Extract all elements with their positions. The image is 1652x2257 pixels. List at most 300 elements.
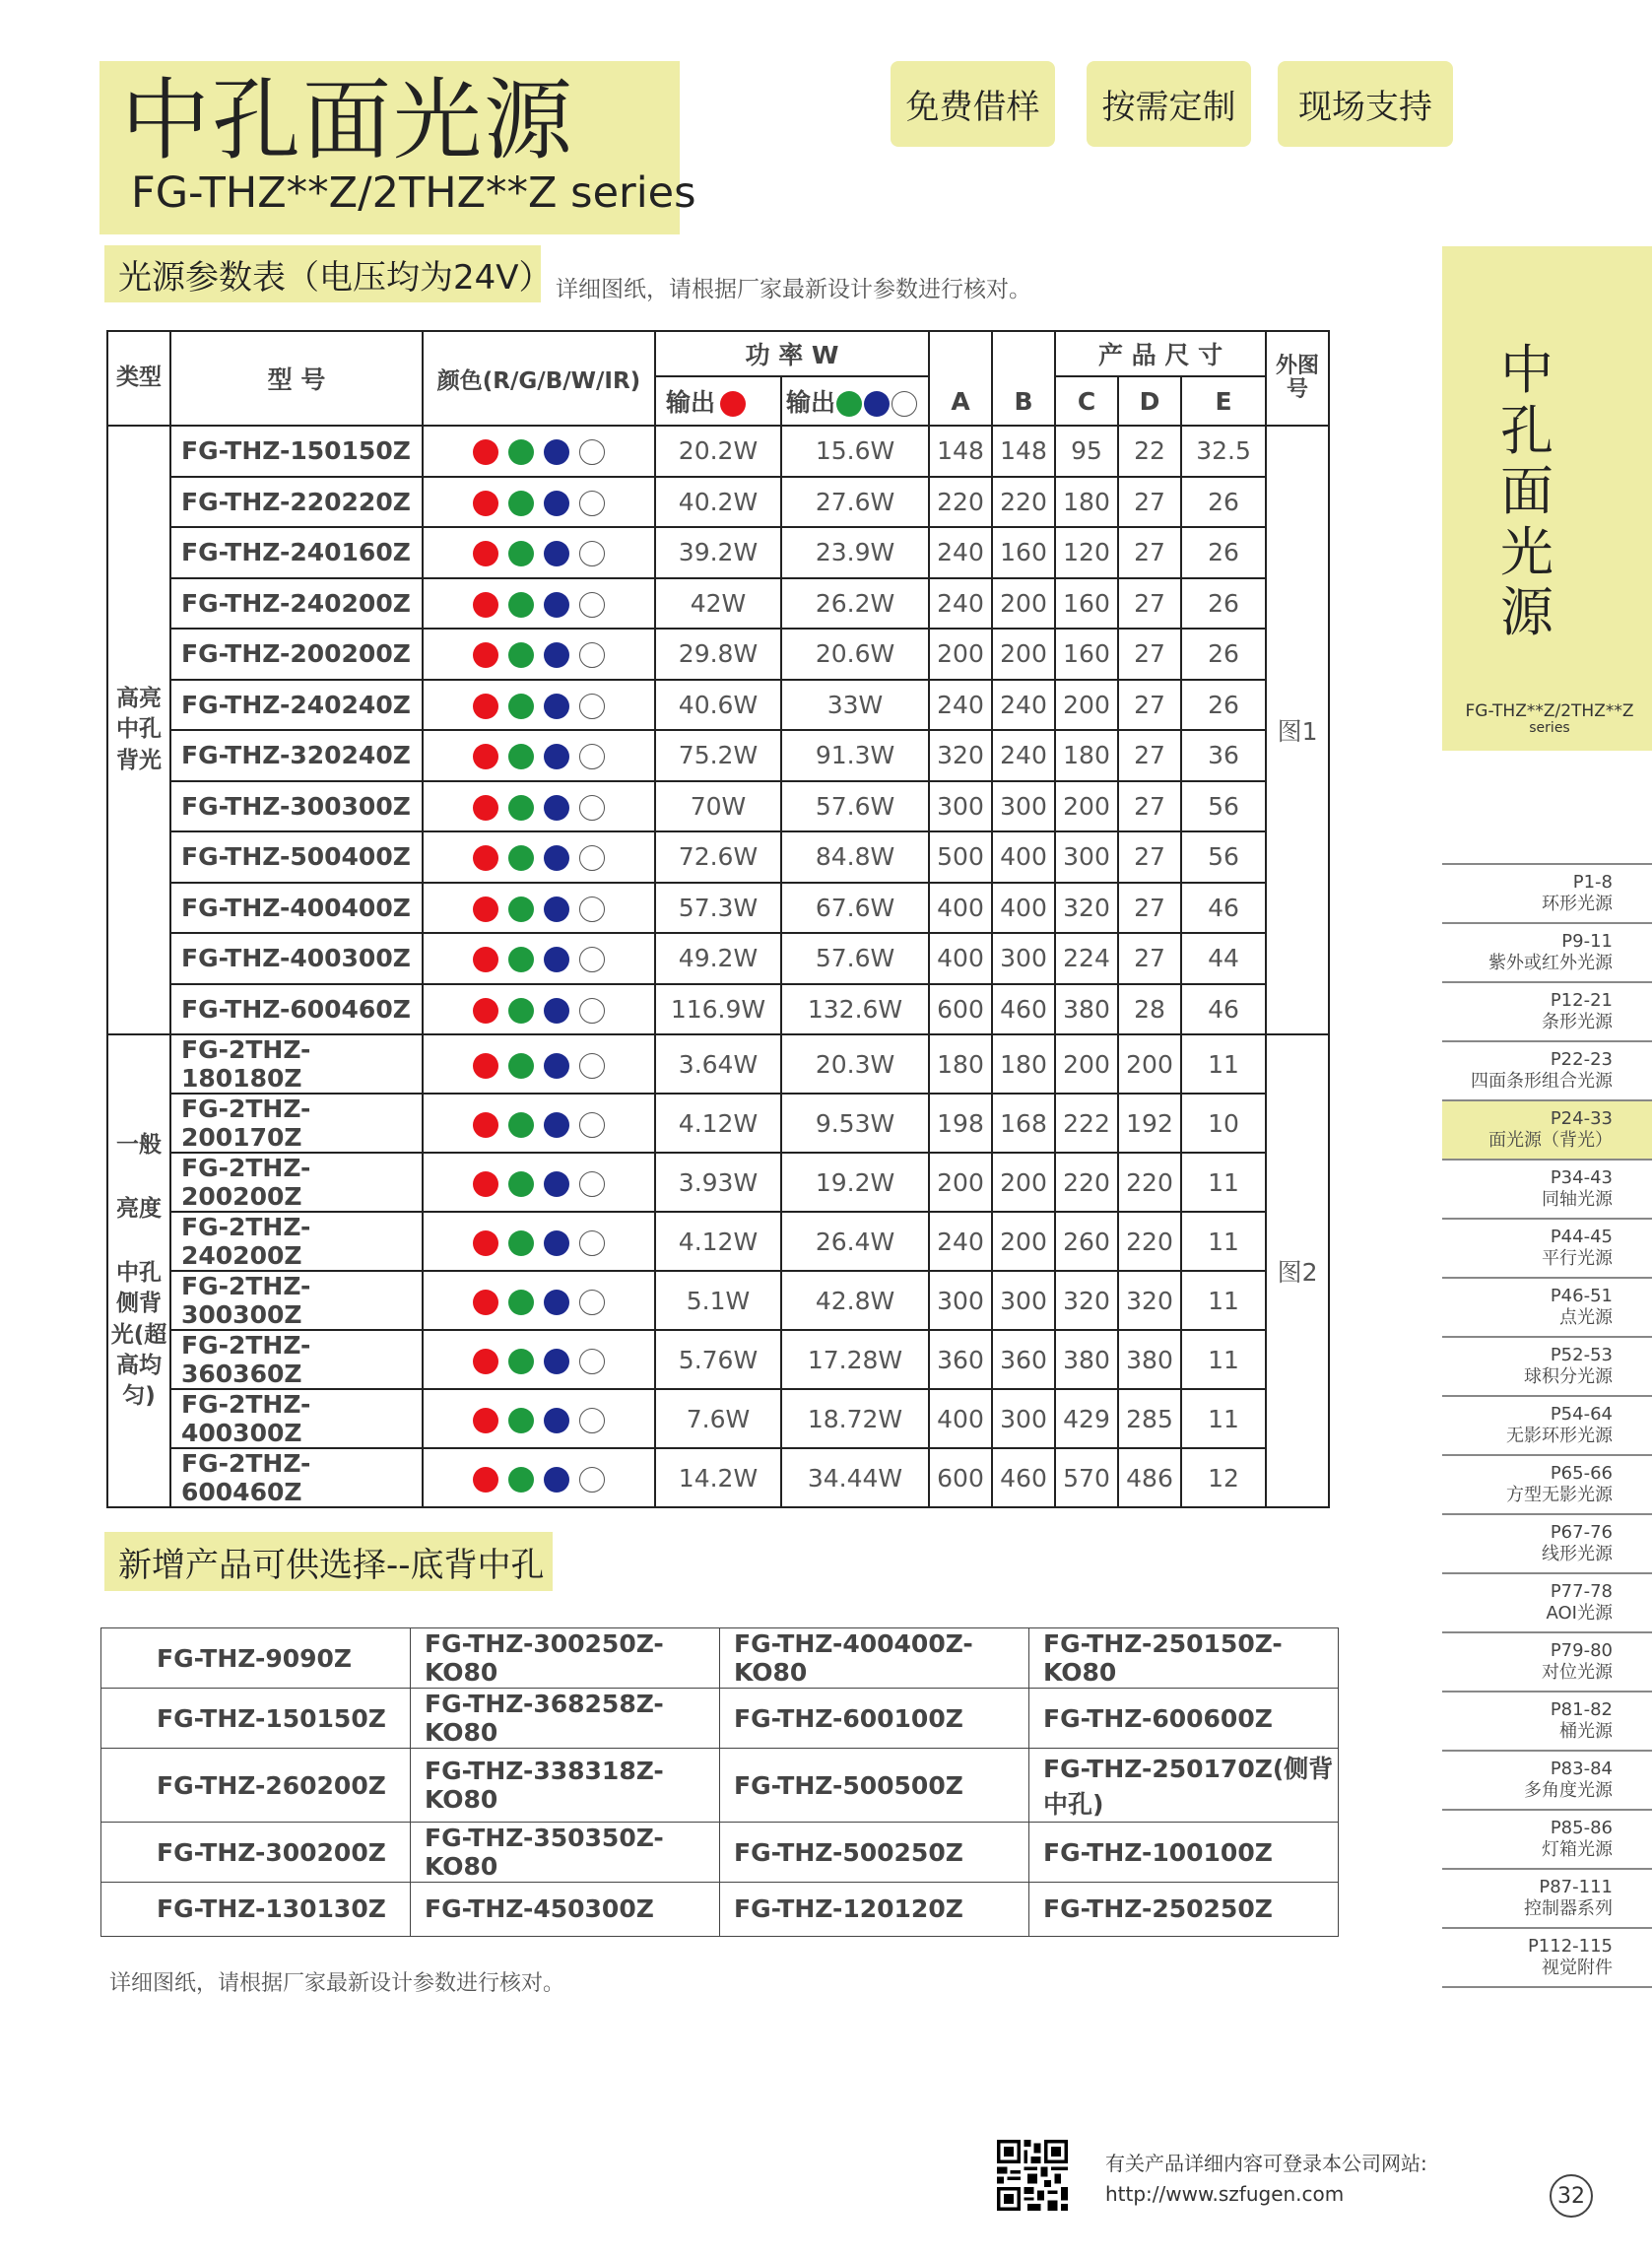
model-cell: FG-THZ-240200Z	[170, 578, 423, 630]
table-row	[107, 883, 1329, 934]
model-cell: FG-THZ-200200Z	[170, 629, 423, 680]
figure-cell: 图2	[1266, 1034, 1329, 1507]
p2-cell: 15.6W	[781, 426, 929, 477]
table-row	[107, 1094, 1329, 1153]
a-cell: 200	[929, 629, 992, 680]
nav-item[interactable]	[1442, 1693, 1652, 1752]
d-cell: 320	[1118, 1271, 1181, 1330]
nav-item[interactable]	[1442, 1338, 1652, 1397]
green-dot-icon	[508, 491, 534, 516]
nav-item[interactable]	[1442, 1042, 1652, 1101]
white-dot-icon	[579, 1349, 605, 1374]
header-category: 类型	[107, 331, 170, 426]
b-cell: 240	[992, 680, 1055, 731]
e-cell: 36	[1181, 730, 1266, 781]
green-dot-icon	[508, 1349, 534, 1374]
e-cell: 11	[1181, 1389, 1266, 1448]
nav-pages: P81-82	[1550, 1699, 1613, 1720]
white-dot-icon	[579, 694, 605, 719]
c-cell: 200	[1055, 1034, 1118, 1094]
red-dot-icon	[473, 694, 498, 719]
a-cell: 180	[929, 1034, 992, 1094]
model-cell: FG-2THZ-400300Z	[170, 1389, 423, 1448]
nav-item[interactable]	[1442, 865, 1652, 924]
header-a	[929, 331, 992, 426]
b-cell: 400	[992, 883, 1055, 934]
green-dot-icon	[508, 947, 534, 972]
b-cell: 300	[992, 1271, 1055, 1330]
red-dot-icon	[473, 1053, 498, 1079]
c-cell: 380	[1055, 1330, 1118, 1389]
p1-cell: 29.8W	[655, 629, 781, 680]
c-cell: 429	[1055, 1389, 1118, 1448]
blue-dot-icon	[544, 642, 569, 668]
footer-text: 有关产品详细内容可登录本公司网站:	[1105, 2152, 1427, 2175]
red-dot-icon	[473, 795, 498, 821]
product-row	[101, 1689, 1339, 1749]
p1-cell: 3.93W	[655, 1153, 781, 1212]
nav-label: AOI光源	[1546, 1602, 1613, 1624]
white-dot-icon	[579, 1467, 605, 1493]
red-dot-icon	[473, 845, 498, 871]
nav-pages: P83-84	[1550, 1759, 1613, 1779]
nav-label: 条形光源	[1542, 1011, 1613, 1032]
p1-cell: 40.2W	[655, 477, 781, 528]
p2-cell: 42.8W	[781, 1271, 929, 1330]
red-dot-icon	[473, 947, 498, 972]
red-dot-icon	[473, 1290, 498, 1315]
b-cell: 220	[992, 477, 1055, 528]
b-cell: 400	[992, 831, 1055, 883]
d-cell: 27	[1118, 578, 1181, 630]
blue-dot-icon	[544, 1053, 569, 1079]
red-dot-icon	[473, 642, 498, 668]
c-cell: 180	[1055, 730, 1118, 781]
header-b-label: B	[1014, 386, 1033, 416]
color-dots	[423, 831, 655, 883]
product-cell: FG-THZ-250250Z	[1029, 1883, 1339, 1937]
nav-label: 线形光源	[1542, 1543, 1613, 1564]
d-cell: 27	[1118, 629, 1181, 680]
p2-cell: 57.6W	[781, 933, 929, 984]
nav-label: 灯箱光源	[1542, 1838, 1613, 1860]
nav-item[interactable]	[1442, 1515, 1652, 1574]
a-cell: 600	[929, 1448, 992, 1507]
p2-cell: 67.6W	[781, 883, 929, 934]
color-dots	[423, 477, 655, 528]
a-cell: 148	[929, 426, 992, 477]
blue-dot-icon	[544, 998, 569, 1024]
color-dots	[423, 629, 655, 680]
page-number: 32	[1550, 2174, 1593, 2218]
red-dot-icon	[473, 1467, 498, 1493]
section-tab-title	[1497, 340, 1556, 643]
table-row	[107, 426, 1329, 477]
p1-cell: 14.2W	[655, 1448, 781, 1507]
c-cell: 220	[1055, 1153, 1118, 1212]
a-cell: 300	[929, 1271, 992, 1330]
p1-cell: 4.12W	[655, 1212, 781, 1271]
green-dot-icon	[508, 795, 534, 821]
color-dots	[423, 933, 655, 984]
blue-dot-icon	[544, 1467, 569, 1493]
page-subtitle: FG-THZ**Z/2THZ**Z series	[131, 168, 696, 218]
c-cell: 570	[1055, 1448, 1118, 1507]
color-dots	[423, 1448, 655, 1507]
p2-cell: 18.72W	[781, 1389, 929, 1448]
white-dot-icon	[579, 845, 605, 871]
blue-dot-icon	[544, 1230, 569, 1256]
product-row	[101, 1883, 1339, 1937]
d-cell: 27	[1118, 527, 1181, 578]
product-cell: FG-THZ-600600Z	[1029, 1689, 1339, 1749]
header-model: 型 号	[170, 331, 423, 426]
p2-cell: 23.9W	[781, 527, 929, 578]
output-label: 输出	[786, 388, 836, 417]
green-dot-icon	[508, 1290, 534, 1315]
white-dot-icon	[579, 439, 605, 465]
nav-item[interactable]	[1442, 1456, 1652, 1515]
p2-cell: 91.3W	[781, 730, 929, 781]
b-cell: 148	[992, 426, 1055, 477]
nav-label: 同轴光源	[1542, 1188, 1613, 1210]
green-dot-icon	[508, 1171, 534, 1197]
model-cell: FG-2THZ-200170Z	[170, 1094, 423, 1153]
p1-cell: 42W	[655, 578, 781, 630]
a-cell: 320	[929, 730, 992, 781]
table-row	[107, 933, 1329, 984]
red-dot-icon	[473, 491, 498, 516]
red-dot-icon	[473, 896, 498, 922]
nav-pages: P9-11	[1561, 931, 1613, 952]
blue-dot-icon	[544, 694, 569, 719]
blue-dot-icon	[544, 439, 569, 465]
model-cell: FG-THZ-220220Z	[170, 477, 423, 528]
white-dot-icon	[579, 642, 605, 668]
green-dot-icon	[836, 391, 862, 417]
white-dot-icon	[579, 744, 605, 769]
p1-cell: 3.64W	[655, 1034, 781, 1094]
table-row	[107, 477, 1329, 528]
table-row	[107, 527, 1329, 578]
nav-pages: P87-111	[1539, 1877, 1613, 1897]
p2-cell: 34.44W	[781, 1448, 929, 1507]
header-a-label: A	[951, 386, 970, 416]
b-cell: 240	[992, 730, 1055, 781]
nav-item[interactable]	[1442, 1220, 1652, 1279]
red-dot-icon	[473, 1230, 498, 1256]
e-cell: 12	[1181, 1448, 1266, 1507]
white-dot-icon	[579, 1408, 605, 1433]
model-cell: FG-2THZ-360360Z	[170, 1330, 423, 1389]
nav-item[interactable]	[1442, 1161, 1652, 1220]
d-cell: 27	[1118, 477, 1181, 528]
nav-label: 视觉附件	[1542, 1957, 1613, 1978]
white-dot-icon	[579, 998, 605, 1024]
nav-item[interactable]	[1442, 924, 1652, 983]
blue-dot-icon	[544, 491, 569, 516]
color-dots	[423, 1153, 655, 1212]
a-cell: 198	[929, 1094, 992, 1153]
nav-label: 多角度光源	[1524, 1779, 1613, 1801]
product-cell: FG-THZ-300250Z-KO80	[411, 1628, 720, 1689]
e-cell: 46	[1181, 883, 1266, 934]
output-label: 输出	[666, 388, 716, 417]
new-products-table	[100, 1627, 1339, 1937]
c-cell: 160	[1055, 629, 1118, 680]
nav-label: 平行光源	[1542, 1247, 1613, 1269]
nav-item[interactable]	[1442, 1929, 1652, 1988]
d-cell: 27	[1118, 781, 1181, 832]
p2-cell: 26.2W	[781, 578, 929, 630]
p1-cell: 57.3W	[655, 883, 781, 934]
table-row	[107, 730, 1329, 781]
green-dot-icon	[508, 1112, 534, 1138]
page-title: 中孔面光源	[121, 69, 574, 172]
nav-pages: P112-115	[1527, 1936, 1613, 1957]
nav-item[interactable]	[1442, 1574, 1652, 1633]
p2-cell: 57.6W	[781, 781, 929, 832]
c-cell: 380	[1055, 984, 1118, 1035]
b-cell: 300	[992, 1389, 1055, 1448]
spec-section-title: 光源参数表（电压均为24V）	[104, 245, 541, 302]
table-row	[107, 680, 1329, 731]
red-dot-icon	[473, 439, 498, 465]
model-cell: FG-THZ-300300Z	[170, 781, 423, 832]
p2-cell: 26.4W	[781, 1212, 929, 1271]
e-cell: 11	[1181, 1330, 1266, 1389]
p1-cell: 75.2W	[655, 730, 781, 781]
red-dot-icon	[473, 1408, 498, 1433]
green-dot-icon	[508, 642, 534, 668]
table-row	[107, 984, 1329, 1035]
nav-label: 四面条形组合光源	[1471, 1070, 1613, 1092]
product-cell: FG-THZ-300200Z	[101, 1823, 411, 1883]
table-row	[107, 1153, 1329, 1212]
blue-dot-icon	[544, 541, 569, 566]
p1-cell: 49.2W	[655, 933, 781, 984]
blue-dot-icon	[544, 1290, 569, 1315]
header-power: 功 率 W	[655, 331, 929, 376]
green-dot-icon	[508, 439, 534, 465]
product-cell: FG-THZ-100100Z	[1029, 1823, 1339, 1883]
white-dot-icon	[579, 947, 605, 972]
color-dots	[423, 1330, 655, 1389]
green-dot-icon	[508, 1053, 534, 1079]
product-cell: FG-THZ-130130Z	[101, 1883, 411, 1937]
e-cell: 26	[1181, 578, 1266, 630]
p1-cell: 116.9W	[655, 984, 781, 1035]
c-cell: 320	[1055, 883, 1118, 934]
red-dot-icon	[473, 1112, 498, 1138]
e-cell: 46	[1181, 984, 1266, 1035]
bottom-note: 详细图纸，请根据厂家最新设计参数进行核对。	[109, 1971, 565, 1996]
product-cell: FG-THZ-500250Z	[720, 1823, 1029, 1883]
p2-cell: 132.6W	[781, 984, 929, 1035]
b-cell: 460	[992, 1448, 1055, 1507]
blue-dot-icon	[544, 795, 569, 821]
product-cell: FG-THZ-260200Z	[101, 1749, 411, 1823]
p1-cell: 70W	[655, 781, 781, 832]
nav-label: 紫外或红外光源	[1488, 952, 1613, 973]
red-dot-icon	[473, 744, 498, 769]
category-line: 亮度	[116, 1196, 162, 1223]
free-sample-badge: 免费借样	[891, 61, 1055, 147]
nav-label: 面光源（背光）	[1488, 1129, 1613, 1151]
red-dot-icon	[473, 998, 498, 1024]
red-dot-icon	[473, 541, 498, 566]
color-dots	[423, 680, 655, 731]
e-cell: 11	[1181, 1034, 1266, 1094]
model-cell: FG-THZ-320240Z	[170, 730, 423, 781]
table-row	[107, 1034, 1329, 1094]
nav-pages: P34-43	[1550, 1167, 1613, 1188]
e-cell: 44	[1181, 933, 1266, 984]
a-cell: 600	[929, 984, 992, 1035]
blue-dot-icon	[544, 1171, 569, 1197]
product-cell: FG-THZ-400400Z-KO80	[720, 1628, 1029, 1689]
blue-dot-icon	[544, 1349, 569, 1374]
nav-item[interactable]	[1442, 983, 1652, 1042]
color-dots	[423, 578, 655, 630]
c-cell: 260	[1055, 1212, 1118, 1271]
color-dots	[423, 426, 655, 477]
d-cell: 28	[1118, 984, 1181, 1035]
d-cell: 220	[1118, 1153, 1181, 1212]
figure-cell: 图1	[1266, 426, 1329, 1034]
product-cell: FG-THZ-120120Z	[720, 1883, 1029, 1937]
green-dot-icon	[508, 744, 534, 769]
header-b-spacer	[992, 331, 1055, 426]
e-cell: 26	[1181, 477, 1266, 528]
white-dot-icon	[579, 491, 605, 516]
b-cell: 460	[992, 984, 1055, 1035]
d-cell: 22	[1118, 426, 1181, 477]
product-cell: FG-THZ-9090Z	[101, 1628, 411, 1689]
nav-pages: P12-21	[1550, 990, 1613, 1011]
blue-dot-icon	[544, 947, 569, 972]
header-colors: 颜色(R/G/B/W/IR)	[423, 331, 655, 426]
p1-cell: 20.2W	[655, 426, 781, 477]
color-dots	[423, 883, 655, 934]
model-cell: FG-2THZ-240200Z	[170, 1212, 423, 1271]
nav-pages: P44-45	[1550, 1227, 1613, 1247]
product-cell: FG-THZ-250150Z-KO80	[1029, 1628, 1339, 1689]
b-cell: 300	[992, 781, 1055, 832]
color-dots	[423, 730, 655, 781]
spec-section-note: 详细图纸，请根据厂家最新设计参数进行核对。	[556, 277, 1031, 302]
red-dot-icon	[473, 592, 498, 618]
spec-table	[106, 330, 1330, 1508]
a-cell: 240	[929, 680, 992, 731]
header-figure: 外图号	[1266, 331, 1329, 426]
d-cell: 220	[1118, 1212, 1181, 1271]
green-dot-icon	[508, 845, 534, 871]
nav-label: 控制器系列	[1524, 1897, 1613, 1919]
e-cell: 26	[1181, 680, 1266, 731]
d-cell: 27	[1118, 680, 1181, 731]
p2-cell: 20.6W	[781, 629, 929, 680]
e-cell: 11	[1181, 1271, 1266, 1330]
section-tab-series	[1451, 703, 1648, 736]
nav-pages: P79-80	[1550, 1640, 1613, 1661]
nav-item[interactable]	[1442, 1811, 1652, 1870]
white-dot-icon	[579, 1230, 605, 1256]
green-dot-icon	[508, 1408, 534, 1433]
product-cell: FG-THZ-350350Z-KO80	[411, 1823, 720, 1883]
a-cell: 300	[929, 781, 992, 832]
b-cell: 160	[992, 527, 1055, 578]
tab-series-line1: FG-THZ**Z/2THZ**Z	[1465, 701, 1634, 721]
e-cell: 10	[1181, 1094, 1266, 1153]
product-cell: FG-THZ-500500Z	[720, 1749, 1029, 1823]
d-cell: 380	[1118, 1330, 1181, 1389]
nav-item[interactable]	[1442, 1397, 1652, 1456]
nav-label: 对位光源	[1542, 1661, 1613, 1683]
c-cell: 160	[1055, 578, 1118, 630]
color-dots	[423, 1094, 655, 1153]
qr-code	[997, 2140, 1068, 2211]
color-dots	[423, 527, 655, 578]
a-cell: 220	[929, 477, 992, 528]
d-cell: 27	[1118, 730, 1181, 781]
nav-pages: P67-76	[1550, 1522, 1613, 1543]
a-cell: 200	[929, 1153, 992, 1212]
a-cell: 240	[929, 1212, 992, 1271]
b-cell: 200	[992, 578, 1055, 630]
green-dot-icon	[508, 694, 534, 719]
header-output-gbw	[781, 376, 929, 426]
table-row	[107, 1389, 1329, 1448]
nav-label: 方型无影光源	[1506, 1484, 1613, 1505]
a-cell: 400	[929, 1389, 992, 1448]
product-cell: FG-THZ-600100Z	[720, 1689, 1029, 1749]
p1-cell: 5.1W	[655, 1271, 781, 1330]
nav-item[interactable]	[1442, 1101, 1652, 1161]
header-d: D	[1118, 376, 1181, 426]
white-dot-icon	[579, 795, 605, 821]
white-dot-icon	[892, 391, 917, 417]
b-cell: 300	[992, 933, 1055, 984]
table-row	[107, 629, 1329, 680]
nav-pages: P52-53	[1550, 1345, 1613, 1365]
nav-item[interactable]	[1442, 1752, 1652, 1811]
blue-dot-icon	[544, 1112, 569, 1138]
nav-item[interactable]	[1442, 1870, 1652, 1929]
blue-dot-icon	[864, 391, 890, 417]
color-dots	[423, 1212, 655, 1271]
e-cell: 11	[1181, 1153, 1266, 1212]
d-cell: 27	[1118, 883, 1181, 934]
model-cell: FG-THZ-150150Z	[170, 426, 423, 477]
category-cell	[107, 426, 170, 1034]
nav-item[interactable]	[1442, 1633, 1652, 1693]
model-cell: FG-THZ-500400Z	[170, 831, 423, 883]
a-cell: 400	[929, 883, 992, 934]
white-dot-icon	[579, 1053, 605, 1079]
nav-label: 球积分光源	[1524, 1365, 1613, 1387]
b-cell: 168	[992, 1094, 1055, 1153]
footer-url[interactable]: http://www.szfugen.com	[1105, 2182, 1345, 2206]
a-cell: 240	[929, 578, 992, 630]
white-dot-icon	[579, 1290, 605, 1315]
nav-pages: P85-86	[1550, 1818, 1613, 1838]
c-cell: 180	[1055, 477, 1118, 528]
nav-item[interactable]	[1442, 1279, 1652, 1338]
d-cell: 192	[1118, 1094, 1181, 1153]
e-cell: 56	[1181, 831, 1266, 883]
category-line: 中孔侧背光(超高均匀)	[110, 1260, 167, 1409]
